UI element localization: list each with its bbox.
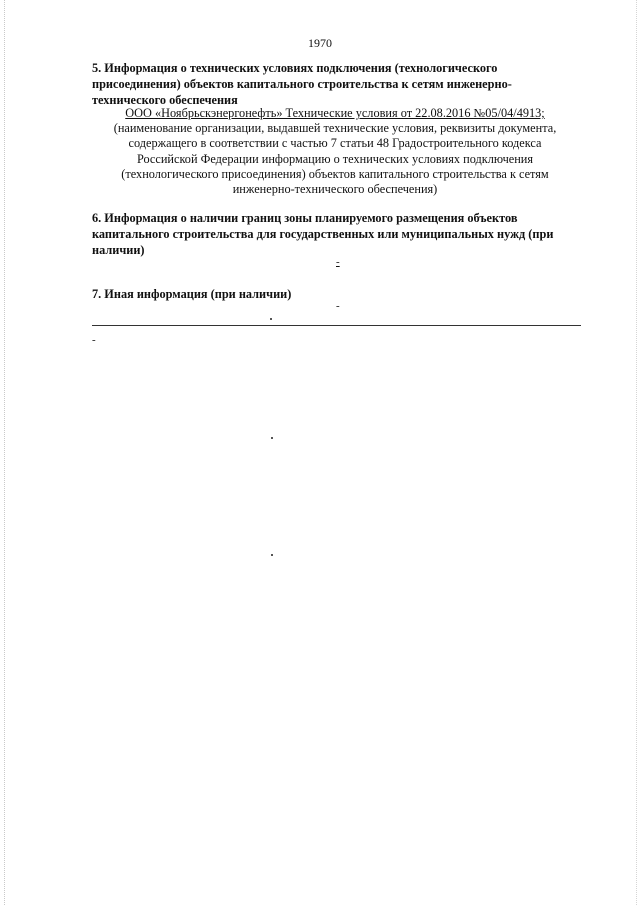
scan-speck [271, 437, 273, 439]
section-7-heading: 7. Иная информация (при наличии) [92, 287, 292, 301]
section-5-caption-line: Российской Федерации информацию о технических условиях подключения [136, 151, 534, 166]
section-7-value: - [336, 300, 340, 312]
section-5-body [86, 106, 584, 197]
section-5-caption-line: (технологического присоединения) объектов капитального строительства к сетям [121, 166, 549, 181]
section-5-heading: 5. Информация о технических условиях подключения (технологического присоединения) объектов капитального строительства к сетям инженерно-технического обеспечения [92, 61, 512, 107]
scan-speck [271, 554, 273, 556]
section-5-value: ООО «Ноябрьскэнергонефть» Технические условия от 22.08.2016 №05/04/4913; [125, 106, 545, 120]
section-5-caption-line: инженерно-технического обеспечения) [232, 182, 438, 197]
section-6-heading: 6. Информация о наличии границ зоны планируемого размещения объектов капитального строительства для государственных или муниципальных нужд (при наличии) [92, 211, 554, 257]
scan-edge-right [636, 0, 637, 905]
section-5-caption-line: содержащего в соответствии с частью 7 статьи 48 Градостроительного кодекса [128, 136, 542, 151]
section-7-footer-dash: - [92, 334, 96, 346]
scan-edge-left [4, 0, 5, 905]
page-number: 1970 [308, 36, 332, 50]
section-7-rule [92, 325, 581, 326]
scan-speck [270, 318, 272, 320]
section-6-value: - [336, 256, 340, 268]
section-5-caption-line: (наименование организации, выдавшей технические условия, реквизиты документа, [113, 121, 557, 136]
